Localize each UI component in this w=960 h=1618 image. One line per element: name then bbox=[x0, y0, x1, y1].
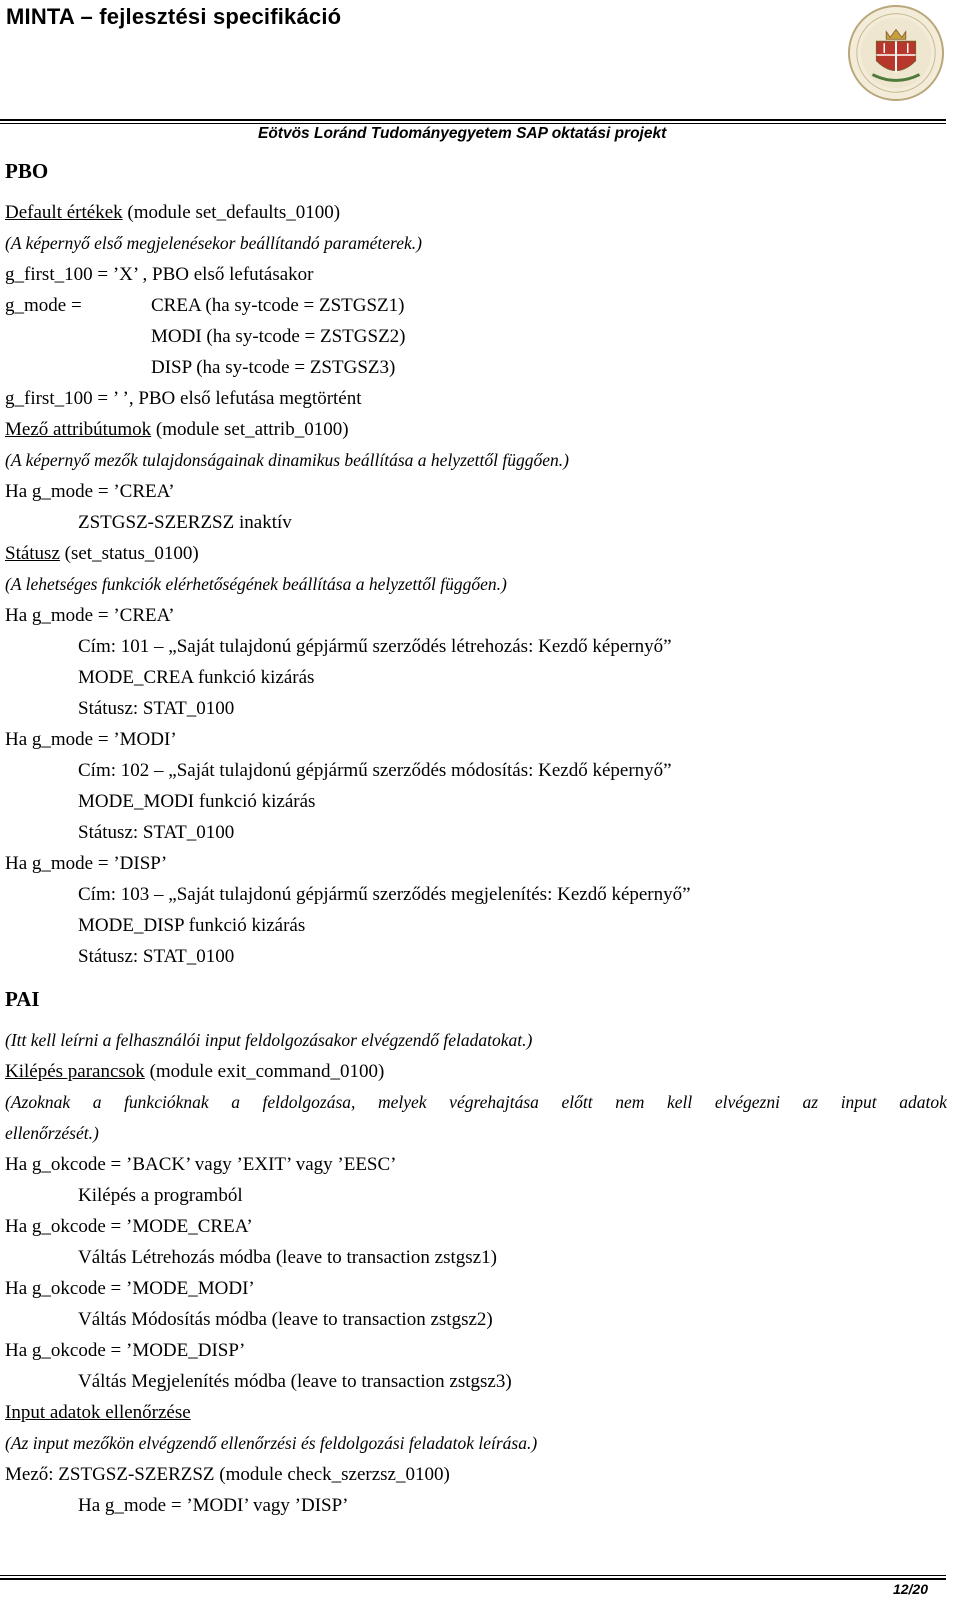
exit-paragraph bbox=[5, 1056, 947, 1087]
defaults-module: (module set_defaults_0100) bbox=[122, 202, 341, 223]
okcode-crea-action: Váltás Létrehozás módba (leave to transaction zstgsz1) bbox=[78, 1247, 497, 1268]
page-number: 12/20 bbox=[892, 1581, 928, 1597]
attrib-paragraph bbox=[5, 414, 947, 445]
exit-note-word: funkcióknak bbox=[124, 1092, 209, 1112]
first-blank-line: g_first_100 = ’ ’, PBO első lefutása megtörtént bbox=[5, 388, 362, 409]
okcode-modi-if: Ha g_okcode = ’MODE_MODI’ bbox=[5, 1278, 255, 1299]
modi-if: Ha g_mode = ’MODI’ bbox=[5, 729, 177, 750]
exit-note-word: előtt bbox=[561, 1092, 593, 1112]
field-if: Ha g_mode = ’MODI’ vagy ’DISP’ bbox=[78, 1495, 349, 1516]
exit-link: Kilépés parancsok bbox=[5, 1061, 145, 1082]
document-title: MINTA – fejlesztési specifikáció bbox=[6, 4, 342, 29]
defaults-link: Default értékek bbox=[5, 202, 123, 223]
gmode-crea-line bbox=[5, 290, 947, 321]
modi-status: Státusz: STAT_0100 bbox=[78, 822, 235, 843]
exit-note-word: az bbox=[802, 1092, 819, 1112]
okcode-crea-if: Ha g_okcode = ’MODE_CREA’ bbox=[5, 1216, 253, 1237]
disp-excl: MODE_DISP funkció kizárás bbox=[78, 915, 306, 936]
exit-note-word: (Azoknak bbox=[5, 1092, 71, 1112]
disp-title: Cím: 103 – „Saját tulajdonú gépjármű szerződés megjelenítés: Kezdő képernyő” bbox=[78, 884, 691, 905]
exit-note-word: a bbox=[92, 1092, 102, 1112]
crea-title: Cím: 101 – „Saját tulajdonú gépjármű szerződés létrehozás: Kezdő képernyő” bbox=[78, 636, 672, 657]
status-module: (set_status_0100) bbox=[59, 543, 199, 564]
pai-note: (Itt kell leírni a felhasználói input feldolgozásakor elvégzendő feladatokat.) bbox=[5, 1030, 533, 1050]
exit-note bbox=[5, 1087, 947, 1118]
okcode-disp-action: Váltás Megjelenítés módba (leave to transaction zstgsz3) bbox=[78, 1371, 512, 1392]
exit-note-word: a bbox=[231, 1092, 240, 1112]
status-note: (A lehetséges funkciók elérhetőségének beállítása a helyzettől függően.) bbox=[5, 574, 507, 594]
exit-note-word: kell bbox=[666, 1092, 693, 1112]
modi-excl: MODE_MODI funkció kizárás bbox=[78, 791, 316, 812]
back-action: Kilépés a programból bbox=[78, 1185, 243, 1206]
document-body bbox=[5, 156, 947, 1521]
first-x-line: g_first_100 = ’X’ , PBO első lefutásakor bbox=[5, 264, 314, 285]
attrib-link: Mező attribútumok bbox=[5, 419, 152, 440]
crea-excl: MODE_CREA funkció kizárás bbox=[78, 667, 315, 688]
exit-note-word: melyek bbox=[378, 1092, 427, 1112]
field-line: Mező: ZSTGSZ-SZERZSZ (module check_szerzsz_0100) bbox=[5, 1464, 450, 1485]
disp-status: Státusz: STAT_0100 bbox=[78, 946, 235, 967]
crea-if: Ha g_mode = ’CREA’ bbox=[5, 605, 175, 626]
exit-note-word: feldolgozása, bbox=[262, 1092, 356, 1112]
attrib-if: Ha g_mode = ’CREA’ bbox=[5, 481, 175, 502]
disp-if: Ha g_mode = ’DISP’ bbox=[5, 853, 168, 874]
attrib-module: (module set_attrib_0100) bbox=[151, 419, 349, 440]
status-link: Státusz bbox=[5, 543, 60, 564]
defaults-note: (A képernyő első megjelenésekor beállítandó paraméterek.) bbox=[5, 233, 422, 253]
attrib-action: ZSTGSZ-SZERZSZ inaktív bbox=[78, 512, 292, 533]
modi-title: Cím: 102 – „Saját tulajdonú gépjármű szerződés módosítás: Kezdő képernyő” bbox=[78, 760, 672, 781]
check-paragraph bbox=[5, 1397, 947, 1428]
exit-note-end: ellenőrzését.) bbox=[5, 1123, 99, 1143]
back-if: Ha g_okcode = ’BACK’ vagy ’EXIT’ vagy ’EESC’ bbox=[5, 1154, 397, 1175]
section-heading-pbo: PBO bbox=[5, 159, 49, 183]
section-heading-pai: PAI bbox=[5, 987, 40, 1011]
okcode-disp-if: Ha g_okcode = ’MODE_DISP’ bbox=[5, 1340, 246, 1361]
document-subtitle: Eötvös Loránd Tudományegyetem SAP oktatási projekt bbox=[258, 125, 667, 142]
exit-note-word: elvégezni bbox=[714, 1092, 780, 1112]
gmode-disp: DISP (ha sy-tcode = ZSTGSZ3) bbox=[151, 357, 396, 378]
gmode-crea: CREA (ha sy-tcode = ZSTGSZ1) bbox=[151, 295, 405, 316]
okcode-modi-action: Váltás Módosítás módba (leave to transaction zstgsz2) bbox=[78, 1309, 493, 1330]
check-link: Input adatok ellenőrzése bbox=[5, 1402, 191, 1423]
gmode-label: g_mode = bbox=[5, 295, 82, 316]
exit-note-word: adatok bbox=[899, 1092, 947, 1112]
exit-note-word: input bbox=[840, 1092, 877, 1112]
gmode-modi: MODI (ha sy-tcode = ZSTGSZ2) bbox=[151, 326, 406, 347]
check-note: (Az input mezőkön elvégzendő ellenőrzési és feldolgozási feladatok leírása.) bbox=[5, 1433, 538, 1453]
attrib-note: (A képernyő mezők tulajdonságainak dinamikus beállítása a helyzettől függően.) bbox=[5, 450, 569, 470]
exit-note-word: végrehajtása bbox=[449, 1092, 539, 1112]
defaults-paragraph bbox=[5, 197, 947, 228]
status-paragraph bbox=[5, 538, 947, 569]
exit-note-word: nem bbox=[615, 1092, 645, 1112]
crea-status: Státusz: STAT_0100 bbox=[78, 698, 235, 719]
university-seal-logo bbox=[847, 4, 945, 102]
exit-module: (module exit_command_0100) bbox=[144, 1061, 385, 1082]
